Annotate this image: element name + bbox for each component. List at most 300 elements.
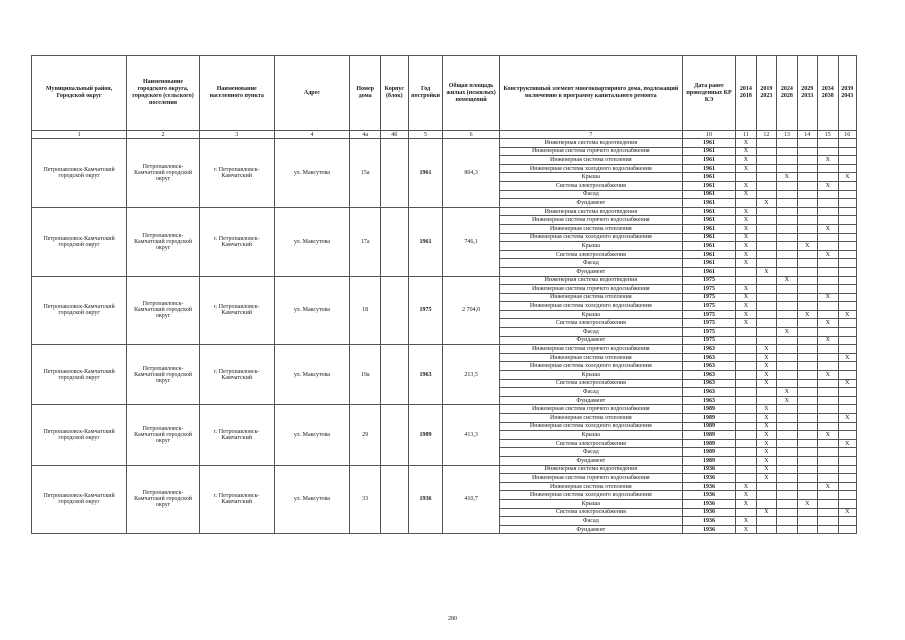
period-mark-cell (838, 499, 857, 508)
period-mark-cell (838, 285, 857, 294)
period-mark-cell (756, 233, 776, 242)
period-mark-cell (736, 345, 756, 354)
column-header: Год постройки (408, 56, 443, 131)
element-cell: Инженерная система отопления (499, 414, 682, 423)
prior-repair-year-cell: 1961 (682, 216, 735, 225)
period-mark-cell (777, 207, 797, 216)
period-mark-cell (818, 465, 838, 474)
period-mark-cell (818, 285, 838, 294)
period-mark-cell: X (818, 293, 838, 302)
element-cell: Инженерная система водоотведения (499, 207, 682, 216)
period-mark-cell: X (736, 482, 756, 491)
period-mark-cell (797, 250, 817, 259)
period-mark-cell (777, 439, 797, 448)
period-mark-cell: X (838, 173, 857, 182)
build-year-cell: 1961 (408, 207, 443, 276)
element-cell: Крыша (499, 173, 682, 182)
element-cell: Фундамент (499, 456, 682, 465)
period-mark-cell (756, 259, 776, 268)
district-cell: Петропавловск-Камчатский городской округ (32, 139, 127, 208)
period-mark-cell (736, 456, 756, 465)
period-mark-cell (756, 525, 776, 534)
period-mark-cell: X (777, 328, 797, 337)
period-mark-cell (797, 259, 817, 268)
prior-repair-year-cell: 1975 (682, 319, 735, 328)
column-header: Наименование населенного пункта (199, 56, 274, 131)
area-cell: 413,3 (443, 405, 499, 465)
period-mark-cell: X (736, 525, 756, 534)
prior-repair-year-cell: 1963 (682, 396, 735, 405)
prior-repair-year-cell: 1989 (682, 414, 735, 423)
period-mark-cell (756, 181, 776, 190)
column-number: 13 (777, 131, 797, 139)
period-mark-cell (838, 456, 857, 465)
period-mark-cell (818, 216, 838, 225)
house-number-cell: 18 (350, 276, 381, 345)
period-mark-cell (736, 439, 756, 448)
period-mark-cell (838, 259, 857, 268)
period-mark-cell: X (818, 431, 838, 440)
period-mark-cell (777, 508, 797, 517)
period-mark-cell (777, 345, 797, 354)
period-mark-cell (756, 336, 776, 345)
period-mark-cell (818, 267, 838, 276)
column-number: 7 (499, 131, 682, 139)
prior-repair-year-cell: 1961 (682, 250, 735, 259)
period-mark-cell (756, 491, 776, 500)
build-year-cell: 1961 (408, 139, 443, 208)
element-cell: Инженерная система горячего водоснабжения (499, 474, 682, 483)
period-mark-cell (797, 422, 817, 431)
element-cell: Инженерная система холодного водоснабжения (499, 362, 682, 371)
period-mark-cell: X (756, 371, 776, 380)
period-mark-cell: X (756, 439, 776, 448)
column-number: 11 (736, 131, 756, 139)
period-mark-cell: X (736, 233, 756, 242)
period-mark-cell (756, 517, 776, 526)
period-mark-cell (838, 233, 857, 242)
period-mark-cell (818, 139, 838, 148)
period-mark-cell (797, 414, 817, 423)
prior-repair-year-cell: 1961 (682, 147, 735, 156)
period-mark-cell (736, 353, 756, 362)
district-cell: Петропавловск-Камчатский городской округ (32, 345, 127, 405)
period-mark-cell (838, 474, 857, 483)
locality-cell: г. Петропавловск-Камчатский (199, 345, 274, 405)
prior-repair-year-cell: 1975 (682, 276, 735, 285)
period-mark-cell (838, 371, 857, 380)
period-mark-cell (818, 414, 838, 423)
district-cell: Петропавловск-Камчатский городской округ (32, 276, 127, 345)
column-header: Корпус (блок) (381, 56, 409, 131)
period-mark-cell: X (736, 181, 756, 190)
district-cell: Петропавловск-Камчатский городской округ (32, 465, 127, 534)
locality-cell: г. Петропавловск-Камчатский (199, 465, 274, 534)
period-mark-cell (838, 431, 857, 440)
period-mark-cell: X (736, 164, 756, 173)
element-cell: Инженерная система горячего водоснабжения (499, 216, 682, 225)
column-number: 4 (274, 131, 350, 139)
period-mark-cell (838, 328, 857, 337)
period-mark-cell (838, 422, 857, 431)
period-mark-cell (777, 491, 797, 500)
period-mark-cell (838, 267, 857, 276)
period-mark-cell (736, 431, 756, 440)
period-mark-cell (777, 199, 797, 208)
element-cell: Фундамент (499, 396, 682, 405)
period-mark-cell (797, 267, 817, 276)
period-mark-cell (838, 293, 857, 302)
period-mark-cell: X (756, 431, 776, 440)
period-mark-cell: X (756, 474, 776, 483)
column-header: 2039 2043 (838, 56, 857, 131)
period-mark-cell (797, 164, 817, 173)
period-mark-cell (818, 190, 838, 199)
period-mark-cell (736, 362, 756, 371)
period-mark-cell (777, 405, 797, 414)
period-mark-cell (818, 362, 838, 371)
period-mark-cell (797, 207, 817, 216)
period-mark-cell: X (756, 508, 776, 517)
prior-repair-year-cell: 1961 (682, 267, 735, 276)
prior-repair-year-cell: 1936 (682, 482, 735, 491)
period-mark-cell (797, 328, 817, 337)
period-mark-cell (777, 362, 797, 371)
period-mark-cell (756, 285, 776, 294)
page-number: 280 (448, 616, 457, 622)
period-mark-cell (818, 456, 838, 465)
element-cell: Крыша (499, 310, 682, 319)
period-mark-cell (756, 224, 776, 233)
element-cell: Инженерная система водоотведения (499, 276, 682, 285)
element-cell: Инженерная система водоотведения (499, 139, 682, 148)
period-mark-cell (777, 139, 797, 148)
period-mark-cell (838, 302, 857, 311)
period-mark-cell (777, 465, 797, 474)
period-mark-cell (777, 259, 797, 268)
period-mark-cell (818, 207, 838, 216)
period-mark-cell (838, 525, 857, 534)
column-number: 4а (350, 131, 381, 139)
prior-repair-year-cell: 1963 (682, 388, 735, 397)
period-mark-cell (777, 233, 797, 242)
period-mark-cell: X (736, 190, 756, 199)
period-mark-cell (797, 336, 817, 345)
period-mark-cell (818, 474, 838, 483)
period-mark-cell (838, 362, 857, 371)
element-cell: Фасад (499, 328, 682, 337)
column-header: Общая площадь жилых (нежилых) помещений (443, 56, 499, 131)
corpus-cell (381, 276, 409, 345)
prior-repair-year-cell: 1963 (682, 345, 735, 354)
street-cell: ул. Максутова (274, 207, 350, 276)
period-mark-cell (777, 156, 797, 165)
period-mark-cell (838, 242, 857, 251)
area-cell: 804,3 (443, 139, 499, 208)
settlement-cell: Петропавловск-Камчатский городской округ (127, 465, 200, 534)
period-mark-cell (797, 139, 817, 148)
locality-cell: г. Петропавловск-Камчатский (199, 276, 274, 345)
period-mark-cell (797, 319, 817, 328)
element-cell: Инженерная система холодного водоснабжения (499, 233, 682, 242)
period-mark-cell (797, 456, 817, 465)
period-mark-cell (838, 199, 857, 208)
period-mark-cell (818, 525, 838, 534)
period-mark-cell (797, 448, 817, 457)
period-mark-cell (777, 353, 797, 362)
element-cell: Система электроснабжения (499, 250, 682, 259)
period-mark-cell (756, 156, 776, 165)
period-mark-cell (756, 328, 776, 337)
element-cell: Фасад (499, 517, 682, 526)
period-mark-cell (777, 164, 797, 173)
period-mark-cell: X (736, 517, 756, 526)
period-mark-cell (797, 491, 817, 500)
element-cell: Инженерная система холодного водоснабжения (499, 422, 682, 431)
period-mark-cell (736, 328, 756, 337)
period-mark-cell (777, 319, 797, 328)
period-mark-cell: X (818, 181, 838, 190)
period-mark-cell: X (736, 319, 756, 328)
period-mark-cell (797, 405, 817, 414)
period-mark-cell (797, 190, 817, 199)
table-body (32, 131, 857, 534)
element-cell: Инженерная система горячего водоснабжения (499, 147, 682, 156)
period-mark-cell (797, 482, 817, 491)
period-mark-cell (777, 242, 797, 251)
prior-repair-year-cell: 1963 (682, 362, 735, 371)
period-mark-cell (736, 267, 756, 276)
element-cell: Инженерная система горячего водоснабжения (499, 345, 682, 354)
period-mark-cell (838, 190, 857, 199)
element-cell: Инженерная система холодного водоснабжения (499, 164, 682, 173)
period-mark-cell (797, 517, 817, 526)
period-mark-cell (756, 396, 776, 405)
area-cell: 410,7 (443, 465, 499, 534)
period-mark-cell (818, 259, 838, 268)
column-number: 6 (443, 131, 499, 139)
period-mark-cell: X (756, 405, 776, 414)
period-mark-cell: X (756, 465, 776, 474)
house-number-cell: 33 (350, 465, 381, 534)
period-mark-cell (777, 310, 797, 319)
district-cell: Петропавловск-Камчатский городской округ (32, 405, 127, 465)
settlement-cell: Петропавловск-Камчатский городской округ (127, 276, 200, 345)
build-year-cell: 1989 (408, 405, 443, 465)
period-mark-cell (818, 353, 838, 362)
prior-repair-year-cell: 1961 (682, 173, 735, 182)
house-number-cell: 15а (350, 139, 381, 208)
period-mark-cell (756, 319, 776, 328)
period-mark-cell (736, 465, 756, 474)
period-mark-cell (777, 371, 797, 380)
period-mark-cell (736, 474, 756, 483)
period-mark-cell: X (756, 448, 776, 457)
table-row (32, 276, 857, 285)
house-number-cell: 19а (350, 345, 381, 405)
period-mark-cell (818, 422, 838, 431)
period-mark-cell (818, 491, 838, 500)
period-mark-cell (838, 207, 857, 216)
period-mark-cell (818, 173, 838, 182)
corpus-cell (381, 345, 409, 405)
element-cell: Крыша (499, 431, 682, 440)
prior-repair-year-cell: 1975 (682, 310, 735, 319)
period-mark-cell (838, 276, 857, 285)
element-cell: Фундамент (499, 525, 682, 534)
prior-repair-year-cell: 1989 (682, 439, 735, 448)
area-cell: 213,5 (443, 345, 499, 405)
period-mark-cell: X (818, 224, 838, 233)
prior-repair-year-cell: 1975 (682, 328, 735, 337)
period-mark-cell (838, 250, 857, 259)
prior-repair-year-cell: 1963 (682, 353, 735, 362)
prior-repair-year-cell: 1963 (682, 371, 735, 380)
period-mark-cell (777, 474, 797, 483)
period-mark-cell (818, 517, 838, 526)
period-mark-cell (756, 242, 776, 251)
column-number: 16 (838, 131, 857, 139)
capital-repair-table (31, 55, 857, 534)
period-mark-cell: X (756, 422, 776, 431)
period-mark-cell (736, 276, 756, 285)
period-mark-cell (838, 405, 857, 414)
period-mark-cell: X (777, 276, 797, 285)
column-header: Дата ранее проведенных КР КЭ (682, 56, 735, 131)
period-mark-cell (838, 147, 857, 156)
build-year-cell: 1963 (408, 345, 443, 405)
column-header: 2024 2028 (777, 56, 797, 131)
prior-repair-year-cell: 1989 (682, 422, 735, 431)
element-cell: Инженерная система горячего водоснабжения (499, 285, 682, 294)
column-header: Адрес (274, 56, 350, 131)
period-mark-cell (736, 405, 756, 414)
period-mark-cell: X (838, 310, 857, 319)
period-mark-cell (756, 173, 776, 182)
period-mark-cell (818, 164, 838, 173)
period-mark-cell (736, 396, 756, 405)
period-mark-cell (777, 224, 797, 233)
period-mark-cell: X (818, 250, 838, 259)
period-mark-cell: X (838, 508, 857, 517)
settlement-cell: Петропавловск-Камчатский городской округ (127, 139, 200, 208)
table-header (32, 56, 857, 131)
period-mark-cell: X (756, 362, 776, 371)
period-mark-cell (756, 499, 776, 508)
element-cell: Фасад (499, 388, 682, 397)
period-mark-cell: X (736, 499, 756, 508)
element-cell: Фундамент (499, 199, 682, 208)
period-mark-cell (777, 482, 797, 491)
prior-repair-year-cell: 1961 (682, 139, 735, 148)
period-mark-cell (838, 224, 857, 233)
period-mark-cell (797, 173, 817, 182)
column-header: Наименование городского округа, городского (сельского) поселения (127, 56, 200, 131)
element-cell: Система электроснабжения (499, 379, 682, 388)
prior-repair-year-cell: 1963 (682, 379, 735, 388)
period-mark-cell (838, 465, 857, 474)
table-row (32, 405, 857, 414)
period-mark-cell: X (736, 310, 756, 319)
period-mark-cell: X (736, 147, 756, 156)
period-mark-cell (797, 345, 817, 354)
house-number-cell: 17а (350, 207, 381, 276)
period-mark-cell (797, 371, 817, 380)
period-mark-cell: X (818, 371, 838, 380)
prior-repair-year-cell: 1961 (682, 242, 735, 251)
period-mark-cell (756, 216, 776, 225)
prior-repair-year-cell: 1961 (682, 224, 735, 233)
period-mark-cell (797, 147, 817, 156)
prior-repair-year-cell: 1961 (682, 156, 735, 165)
period-mark-cell (777, 336, 797, 345)
period-mark-cell (838, 345, 857, 354)
period-mark-cell (777, 379, 797, 388)
prior-repair-year-cell: 1961 (682, 259, 735, 268)
period-mark-cell: X (756, 353, 776, 362)
period-mark-cell (838, 517, 857, 526)
period-mark-cell: X (736, 259, 756, 268)
prior-repair-year-cell: 1961 (682, 233, 735, 242)
element-cell: Система электроснабжения (499, 319, 682, 328)
element-cell: Крыша (499, 242, 682, 251)
corpus-cell (381, 207, 409, 276)
period-mark-cell (777, 456, 797, 465)
prior-repair-year-cell: 1936 (682, 508, 735, 517)
column-number: 4б (381, 131, 409, 139)
period-mark-cell (777, 517, 797, 526)
period-mark-cell: X (736, 250, 756, 259)
period-mark-cell (756, 276, 776, 285)
period-mark-cell: X (736, 242, 756, 251)
period-mark-cell (797, 276, 817, 285)
period-mark-cell (838, 319, 857, 328)
prior-repair-year-cell: 1961 (682, 164, 735, 173)
period-mark-cell (736, 199, 756, 208)
element-cell: Инженерная система отопления (499, 224, 682, 233)
period-mark-cell (777, 147, 797, 156)
element-cell: Инженерная система горячего водоснабжения (499, 405, 682, 414)
period-mark-cell (736, 388, 756, 397)
street-cell: ул. Максутова (274, 345, 350, 405)
period-mark-cell (838, 216, 857, 225)
period-mark-cell: X (797, 242, 817, 251)
period-mark-cell (838, 448, 857, 457)
settlement-cell: Петропавловск-Камчатский городской округ (127, 207, 200, 276)
locality-cell: г. Петропавловск-Камчатский (199, 405, 274, 465)
period-mark-cell (838, 336, 857, 345)
period-mark-cell: X (736, 491, 756, 500)
period-mark-cell (838, 164, 857, 173)
prior-repair-year-cell: 1989 (682, 448, 735, 457)
period-mark-cell (818, 499, 838, 508)
element-cell: Фасад (499, 190, 682, 199)
period-mark-cell: X (838, 414, 857, 423)
period-mark-cell (818, 508, 838, 517)
column-header: 2029 2033 (797, 56, 817, 131)
period-mark-cell (838, 396, 857, 405)
period-mark-cell: X (838, 379, 857, 388)
area-cell: 2 704,0 (443, 276, 499, 345)
element-cell: Система электроснабжения (499, 508, 682, 517)
period-mark-cell (818, 276, 838, 285)
element-cell: Инженерная система отопления (499, 482, 682, 491)
prior-repair-year-cell: 1936 (682, 491, 735, 500)
prior-repair-year-cell: 1975 (682, 302, 735, 311)
period-mark-cell (797, 199, 817, 208)
period-mark-cell (797, 216, 817, 225)
period-mark-cell (797, 181, 817, 190)
